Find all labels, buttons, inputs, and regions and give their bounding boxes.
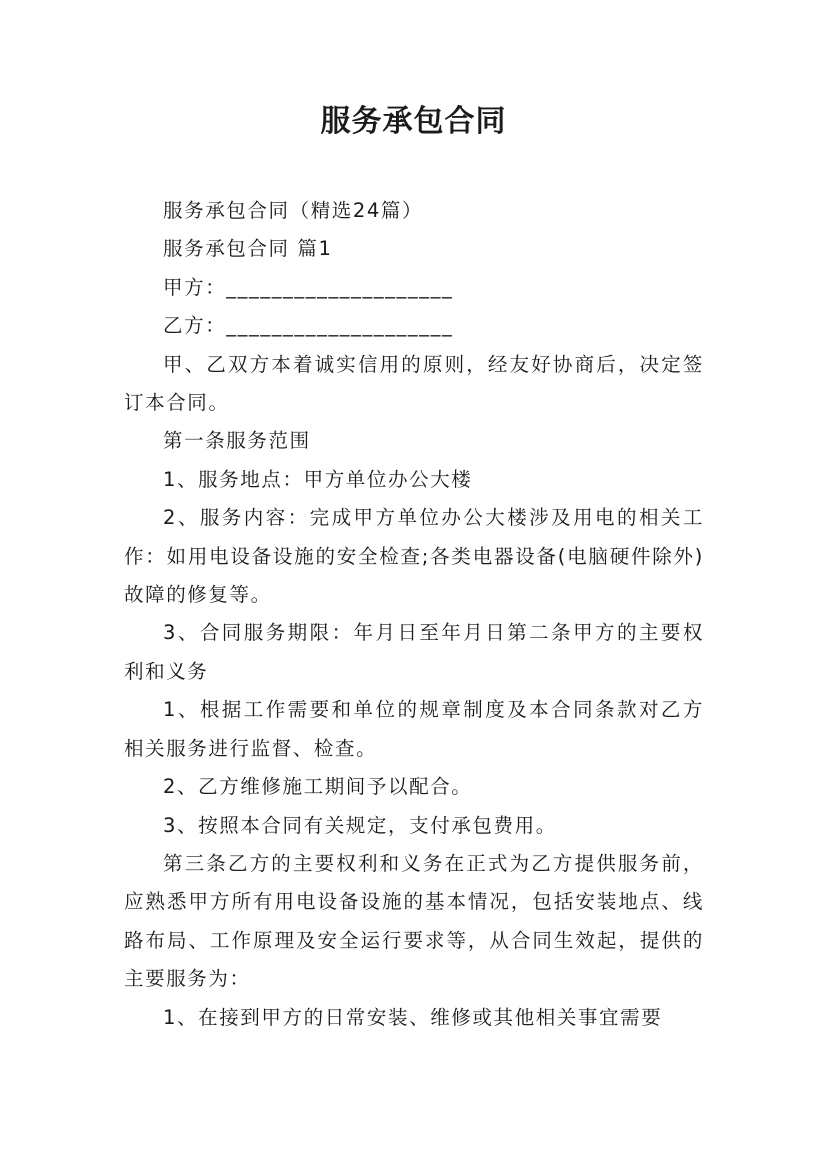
paragraph-party-b: 乙方：____________________	[163, 314, 454, 338]
document-title: 服务承包合同	[320, 104, 507, 139]
paragraph-article-1: 第一条服务范围	[163, 429, 311, 453]
paragraph-preamble: 甲、乙双方本着诚实信用的原则，经友好协商后，决定签订本合同。	[124, 352, 704, 415]
paragraph-party-b-duty-1: 1、在接到甲方的日常安装、维修或其他相关事宜需要	[163, 1005, 663, 1029]
paragraph-party-a: 甲方：____________________	[163, 275, 454, 299]
paragraph-subtitle: 服务承包合同（精选24篇）	[163, 199, 424, 222]
paragraph-article-3: 第三条乙方的主要权利和义务在正式为乙方提供服务前，应熟悉甲方所有用电设备设施的基本情况，包括安装地点、线路布局、工作原理及安全运行要求等，从合同生效起，提供的主要服务为：	[124, 851, 704, 991]
document-body	[124, 192, 704, 1037]
paragraph-party-a-duty-1: 1、根据工作需要和单位的规章制度及本合同条款对乙方相关服务进行监督、检查。	[124, 698, 704, 760]
paragraph-section-heading: 服务承包合同 篇1	[163, 237, 333, 261]
paragraph-party-a-duty-3: 3、按照本合同有关规定，支付承包费用。	[163, 813, 557, 837]
paragraph-service-term: 3、合同服务期限：年月日至年月日第二条甲方的主要权利和义务	[124, 621, 704, 683]
paragraph-service-location: 1、服务地点：甲方单位办公大楼	[163, 467, 473, 491]
paragraph-party-a-duty-2: 2、乙方维修施工期间予以配合。	[163, 775, 473, 799]
paragraph-service-content: 2、服务内容：完成甲方单位办公大楼涉及用电的相关工作：如用电设备设施的安全检查;各类电器设备(电脑硬件除外)故障的修复等。	[124, 506, 704, 607]
